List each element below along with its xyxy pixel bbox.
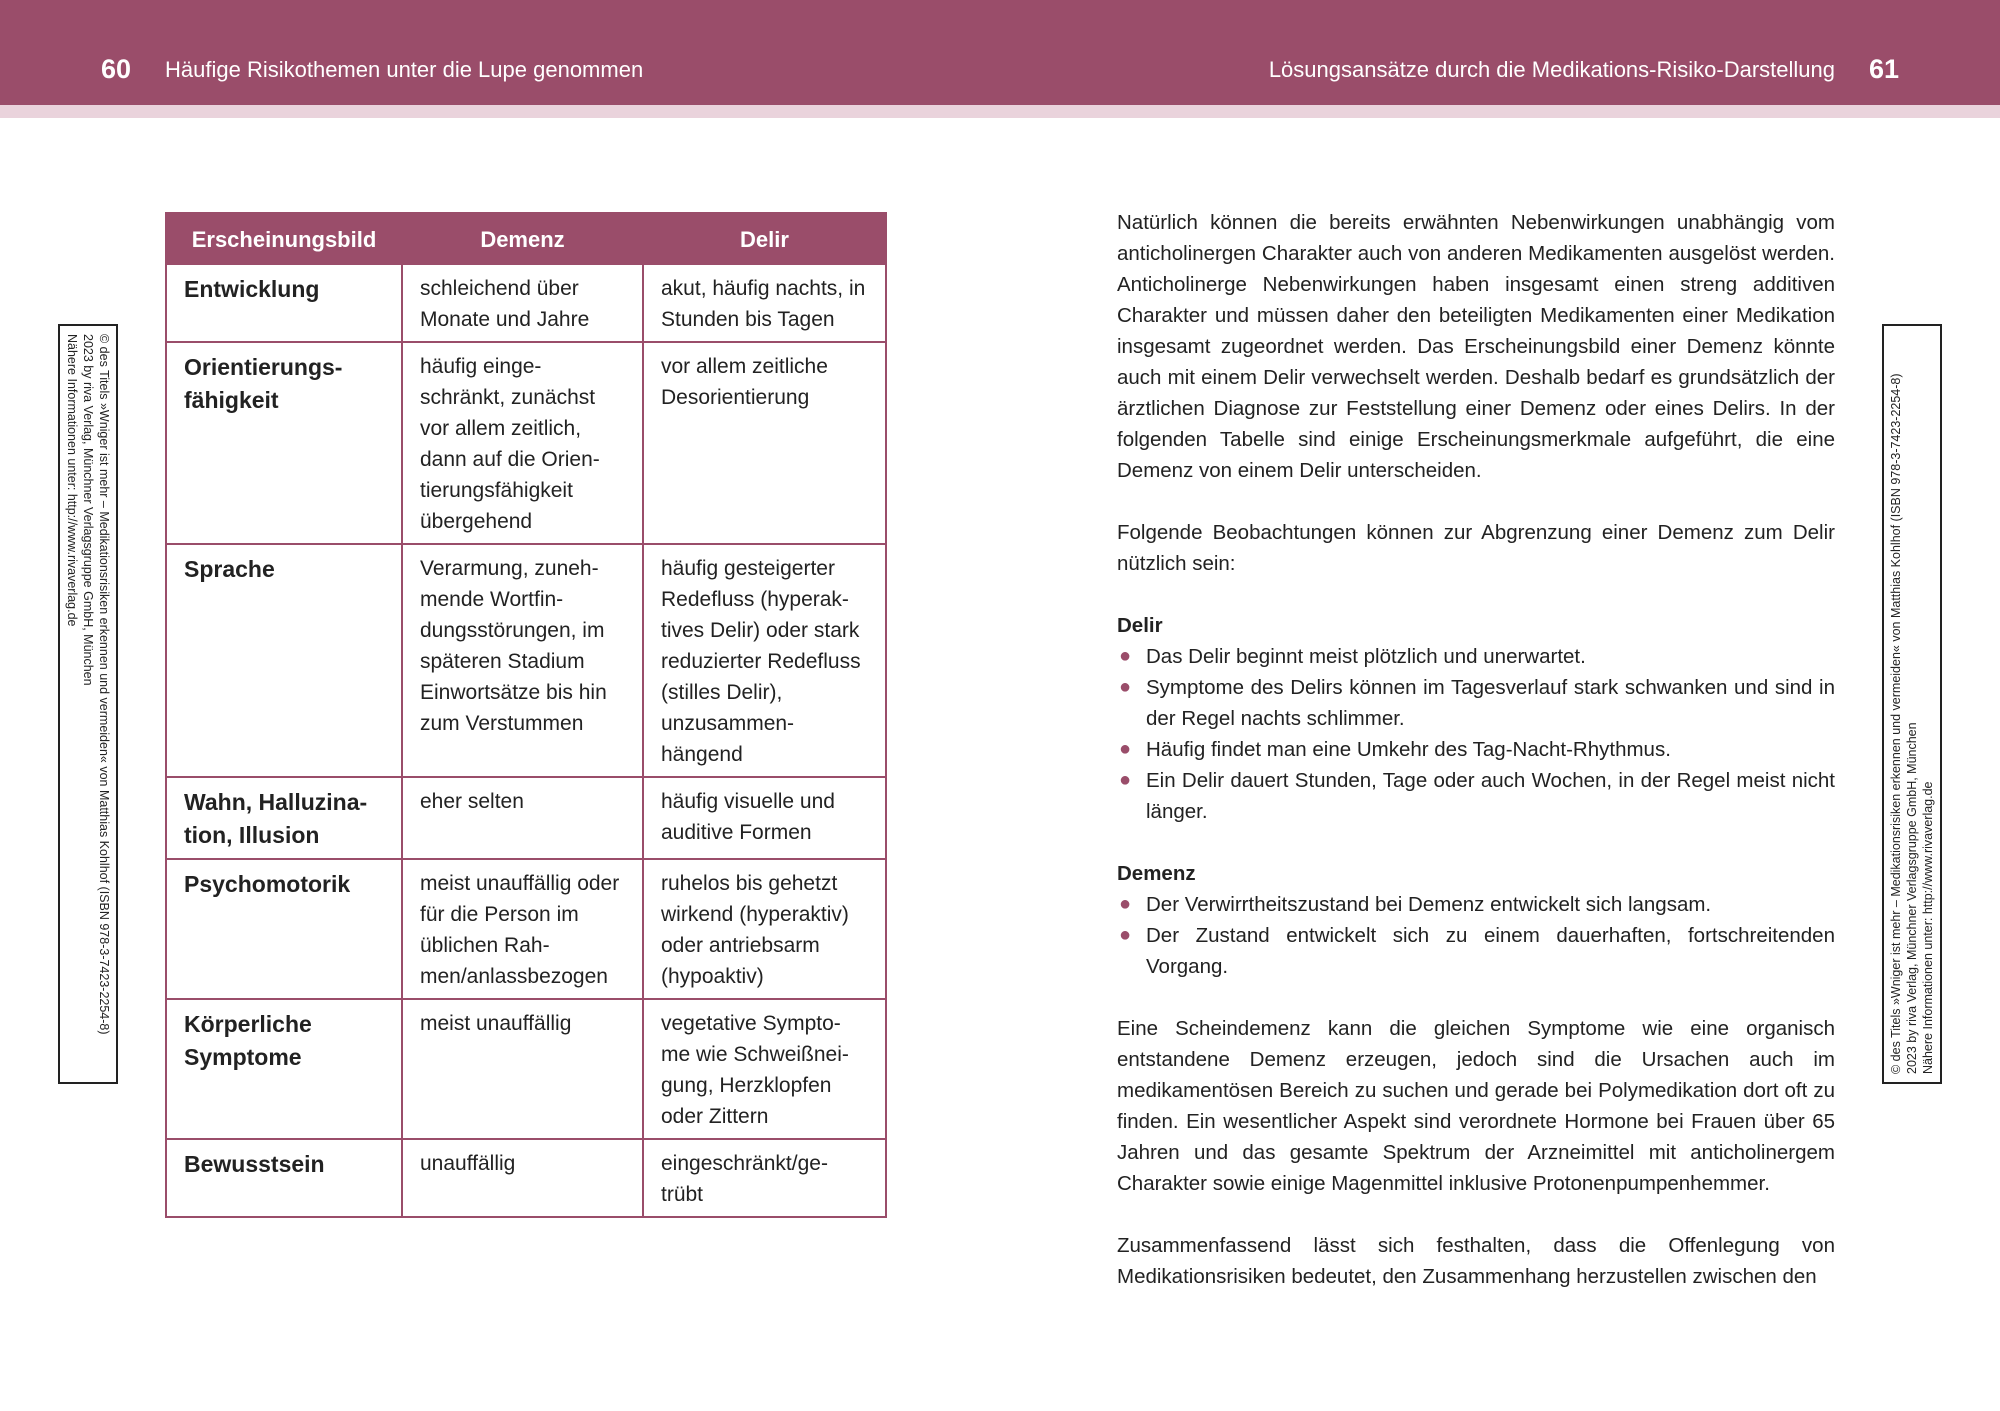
bullet-icon: ● — [1119, 893, 1132, 915]
demenz-cell: meist unauffällig oder für die Person im üblichen Rah-men/anlassbezogen — [402, 859, 643, 999]
table-row — [166, 264, 886, 342]
bullet-icon: ● — [1119, 676, 1132, 698]
delir-cell: häufig gesteigerter Redefluss (hyperak-tives Delir) oder stark reduzierter Redefluss (stilles Delir), unzusammen-hängend — [643, 544, 886, 777]
copyright-line: Nähere Informationen unter: http://www.rivaverlag.de — [1921, 781, 1935, 1074]
row-label: Bewusstsein — [166, 1139, 402, 1217]
list-item: ● Der Verwirrtheitszustand bei Demenz entwickelt sich langsam. — [1117, 889, 1835, 920]
row-label: Orientierungs-fähigkeit — [166, 342, 402, 544]
table-row — [166, 999, 886, 1139]
paragraph: Eine Scheindemenz kann die gleichen Symptome wie eine organisch entstandene Demenz erzeugen, jedoch sind die Ursachen auch im medikamentösen Bereich zu suchen und gerade bei Polymedikation dort oft zu finden. Ein wesentlicher Aspekt sind verordnete Hormone bei Frauen über 65 Jahren und das gesamte Spektrum der Arzneimittel mit anticholinergem Charakter sowie einige Magenmittel inklusive Protonenpumpenhemmer. — [1117, 1017, 1835, 1195]
column-header: Erscheinungsbild — [166, 213, 402, 264]
paragraph: Zusammenfassend lässt sich festhalten, dass die Offenlegung von Medikationsrisiken bedeutet, den Zusammenhang herzustellen zwischen den — [1117, 1234, 1835, 1288]
table-header-row — [166, 213, 886, 264]
copyright-line: 2023 by riva Verlag, Münchner Verlagsgruppe GmbH, München — [1905, 722, 1919, 1074]
page-header — [0, 0, 2000, 105]
right-page-number: 61 — [1868, 54, 1899, 84]
table-row — [166, 342, 886, 544]
column-header: Delir — [643, 213, 886, 264]
right-running-title: Lösungsansätze durch die Medikations-Risiko-Darstellung — [1268, 57, 1835, 82]
row-label: Entwicklung — [166, 264, 402, 342]
list-item: ● Ein Delir dauert Stunden, Tage oder auch Wochen, in der Regel meist nicht länger. — [1117, 765, 1835, 827]
list-item: ● Das Delir beginnt meist plötzlich und unerwartet. — [1117, 641, 1835, 672]
copyright-note-right — [1882, 324, 1942, 1084]
bullet-icon: ● — [1119, 738, 1132, 760]
copyright-line: © des Titels »Wniger ist mehr – Medikationsrisiken erkennen und vermeiden« von Matthias Kohlhof (ISBN 978-3-7423-2254-8) — [97, 334, 111, 1035]
bullet-icon: ● — [1119, 769, 1132, 791]
demenz-cell: unauffällig — [402, 1139, 643, 1217]
left-running-title: Häufige Risikothemen unter die Lupe genommen — [165, 57, 644, 82]
table-row — [166, 1139, 886, 1217]
list-item: ● Häufig findet man eine Umkehr des Tag-Nacht-Rhythmus. — [1117, 734, 1835, 765]
copyright-line: 2023 by riva Verlag, Münchner Verlagsgruppe GmbH, München — [81, 334, 95, 686]
copyright-line: © des Titels »Wniger ist mehr – Medikationsrisiken erkennen und vermeiden« von Matthias Kohlhof (ISBN 978-3-7423-2254-8) — [1889, 373, 1903, 1074]
bullet-icon: ● — [1119, 924, 1132, 946]
demenz-heading: Demenz — [1117, 862, 1196, 885]
delir-list — [1117, 641, 1835, 827]
demenz-cell: schleichend über Monate und Jahre — [402, 264, 643, 342]
column-header: Demenz — [402, 213, 643, 264]
table-row — [166, 777, 886, 859]
left-page-number: 60 — [101, 54, 132, 84]
copyright-note-left — [58, 324, 118, 1084]
delir-cell: ruhelos bis gehetzt wirkend (hyperaktiv) oder antriebsarm (hypoaktiv) — [643, 859, 886, 999]
row-label: Wahn, Halluzina-tion, Illusion — [166, 777, 402, 859]
demenz-cell: Verarmung, zuneh-mende Wortfin-dungsstörungen, im späteren Stadium Einwortsätze bis hin zum Verstummen — [402, 544, 643, 777]
demenz-cell: häufig einge-schränkt, zunächst vor allem zeitlich, dann auf die Orien-tierungsfähigkeit übergehend — [402, 342, 643, 544]
row-label: Körperliche Symptome — [166, 999, 402, 1139]
delir-cell: vor allem zeitliche Desorientierung — [643, 342, 886, 544]
list-item: ● Der Zustand entwickelt sich zu einem dauerhaften, fortschreitenden Vorgang. — [1117, 920, 1835, 982]
row-label: Psychomotorik — [166, 859, 402, 999]
table-row — [166, 859, 886, 999]
demenz-cell: meist unauffällig — [402, 999, 643, 1139]
delir-cell: akut, häufig nachts, in Stunden bis Tagen — [643, 264, 886, 342]
delir-heading: Delir — [1117, 614, 1163, 637]
header-stripe — [0, 105, 2000, 118]
comparison-table — [165, 212, 887, 1218]
delir-cell: eingeschränkt/ge-trübt — [643, 1139, 886, 1217]
copyright-line: Nähere Informationen unter: http://www.rivaverlag.de — [65, 334, 79, 627]
row-label: Sprache — [166, 544, 402, 777]
paragraph: Natürlich können die bereits erwähnten Nebenwirkungen unabhängig vom anticholinergen Charakter auch von anderen Medikamenten ausgelöst werden. Anticholinerge Nebenwirkungen haben insgesamt einen streng additiven Charakter und müssen daher den beteiligten Medikamenten einer Medikation insgesamt zugeordnet werden. Das Erscheinungsbild einer Demenz könnte auch mit einem Delir verwechselt werden. Deshalb bedarf es grundsätzlich der ärztlichen Diagnose zur Feststellung einer Demenz oder eines Delirs. In der folgenden Tabelle sind einige Erscheinungsmerkmale aufgeführt, die eine Demenz von einem Delir unterscheiden. — [1117, 211, 1835, 482]
paragraph: Folgende Beobachtungen können zur Abgrenzung einer Demenz zum Delir nützlich sein: — [1117, 521, 1835, 575]
bullet-icon: ● — [1119, 645, 1132, 667]
table-row — [166, 544, 886, 777]
list-item: ● Symptome des Delirs können im Tagesverlauf stark schwanken und sind in der Regel nachts schlimmer. — [1117, 672, 1835, 734]
demenz-list — [1117, 889, 1835, 982]
demenz-cell: eher selten — [402, 777, 643, 859]
delir-cell: häufig visuelle und auditive Formen — [643, 777, 886, 859]
body-text-column — [1117, 207, 1835, 1292]
delir-cell: vegetative Sympto-me wie Schweißnei-gung, Herzklopfen oder Zittern — [643, 999, 886, 1139]
